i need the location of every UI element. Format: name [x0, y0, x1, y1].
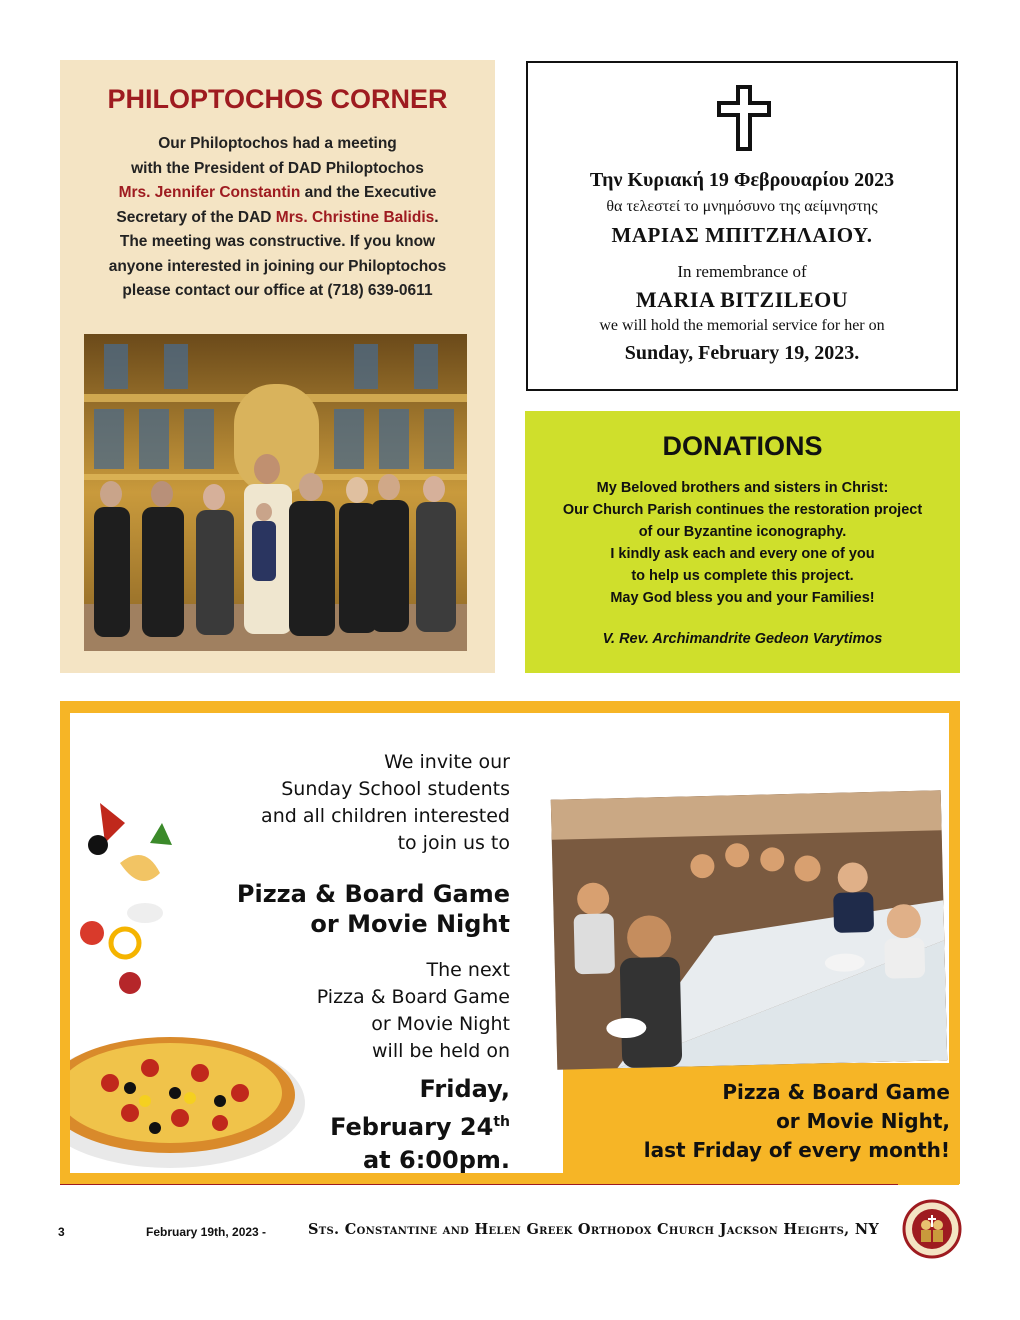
date-suffix: th [493, 1114, 510, 1130]
memorial-notice [526, 61, 958, 391]
pizza-title [70, 879, 510, 939]
next-line: or Movie Night [371, 1013, 510, 1035]
memorial-greek-date: Την Κυριακή 19 Φεβρουαρίου 2023 [589, 169, 895, 191]
philoptochos-text: and the Executive [300, 184, 437, 201]
memorial-en-intro: In remembrance of [677, 262, 807, 281]
date-month-text: February 24 [330, 1113, 494, 1141]
page-number: 3 [58, 1225, 65, 1239]
next-line: The next [426, 959, 510, 981]
donations-title: DONATIONS [662, 431, 823, 461]
memorial-en-line: we will hold the memorial service for her on [599, 317, 885, 334]
pizza-invite [70, 749, 510, 857]
memorial-en-name: MARIA BITZILEOU [635, 287, 849, 312]
invite-line: to join us to [397, 832, 510, 854]
church-group-photo [84, 334, 467, 651]
tagline-line: or Movie Night, [776, 1109, 950, 1133]
date-time: at 6:00pm. [362, 1146, 510, 1174]
next-line: will be held on [372, 1040, 510, 1062]
philoptochos-panel [60, 60, 495, 673]
invite-line: Sunday School students [281, 778, 510, 800]
footer-church-name: Sts. Constantine and Helen Greek Orthodox Church Jackson Heights, NY [308, 1221, 880, 1238]
donations-line: I kindly ask each and every one of you [610, 546, 875, 562]
date-month [70, 1106, 510, 1144]
pizza-date [70, 1073, 510, 1177]
donations-line: Our Church Parish continues the restoration project [562, 502, 923, 518]
philoptochos-title: PHILOPTOCHOS CORNER [107, 84, 448, 114]
donations-body [525, 477, 960, 609]
pizza-tagline [570, 1078, 950, 1165]
philoptochos-body [80, 132, 475, 304]
pizza-night-content [70, 713, 949, 1173]
philoptochos-line: with the President of DAD Philoptochos [131, 159, 424, 177]
memorial-greek-name: ΜΑΡΙΑΣ ΜΠΙΤΖΗΛΑΙΟΥ. [611, 223, 873, 247]
philoptochos-line: anyone interested in joining our Philoptochos [108, 257, 447, 275]
donations-signature: V. Rev. Archimandrite Gedeon Varytimos [602, 631, 883, 647]
pizza-night-panel [60, 701, 960, 1184]
title-line: Pizza & Board Game [236, 880, 510, 908]
kids-pizza-photo [551, 790, 947, 1069]
donations-line: My Beloved brothers and sisters in Christ: [596, 480, 889, 496]
invite-line: and all children interested [261, 805, 510, 827]
philoptochos-text: Secretary of the DAD [116, 208, 276, 226]
memorial-greek-line: θα τελεστεί το μνημόσυνο της αείμνηστης [606, 198, 878, 215]
next-line: Pizza & Board Game [316, 986, 510, 1008]
philoptochos-line: please contact our office at (718) 639-0611 [122, 282, 433, 299]
philoptochos-line: Our Philoptochos had a meeting [158, 135, 397, 152]
memorial-en-date: Sunday, February 19, 2023. [624, 342, 860, 364]
tagline-line: last Friday of every month! [643, 1138, 950, 1162]
church-seal-icon [902, 1199, 962, 1259]
pizza-next [70, 957, 510, 1065]
donations-line: of our Byzantine iconography. [638, 524, 847, 540]
donations-line: to help us complete this project. [631, 568, 854, 584]
donations-panel [525, 411, 960, 673]
president-name: Mrs. Jennifer Constantin [118, 184, 301, 201]
philoptochos-line: The meeting was constructive. If you know [119, 233, 436, 250]
secretary-name: Mrs. Christine Balidis [275, 208, 435, 226]
footer-date: February 19th, 2023 - [146, 1225, 267, 1239]
philoptochos-line [80, 206, 475, 231]
donations-line: May God bless you and your Families! [610, 590, 875, 606]
philoptochos-text: . [434, 208, 439, 226]
cross-icon [717, 85, 771, 151]
invite-line: We invite our [384, 751, 510, 773]
tagline-line: Pizza & Board Game [722, 1080, 950, 1104]
date-day: Friday, [419, 1075, 510, 1103]
title-line: or Movie Night [310, 910, 510, 938]
footer-divider [60, 1184, 898, 1185]
philoptochos-line [80, 181, 475, 206]
